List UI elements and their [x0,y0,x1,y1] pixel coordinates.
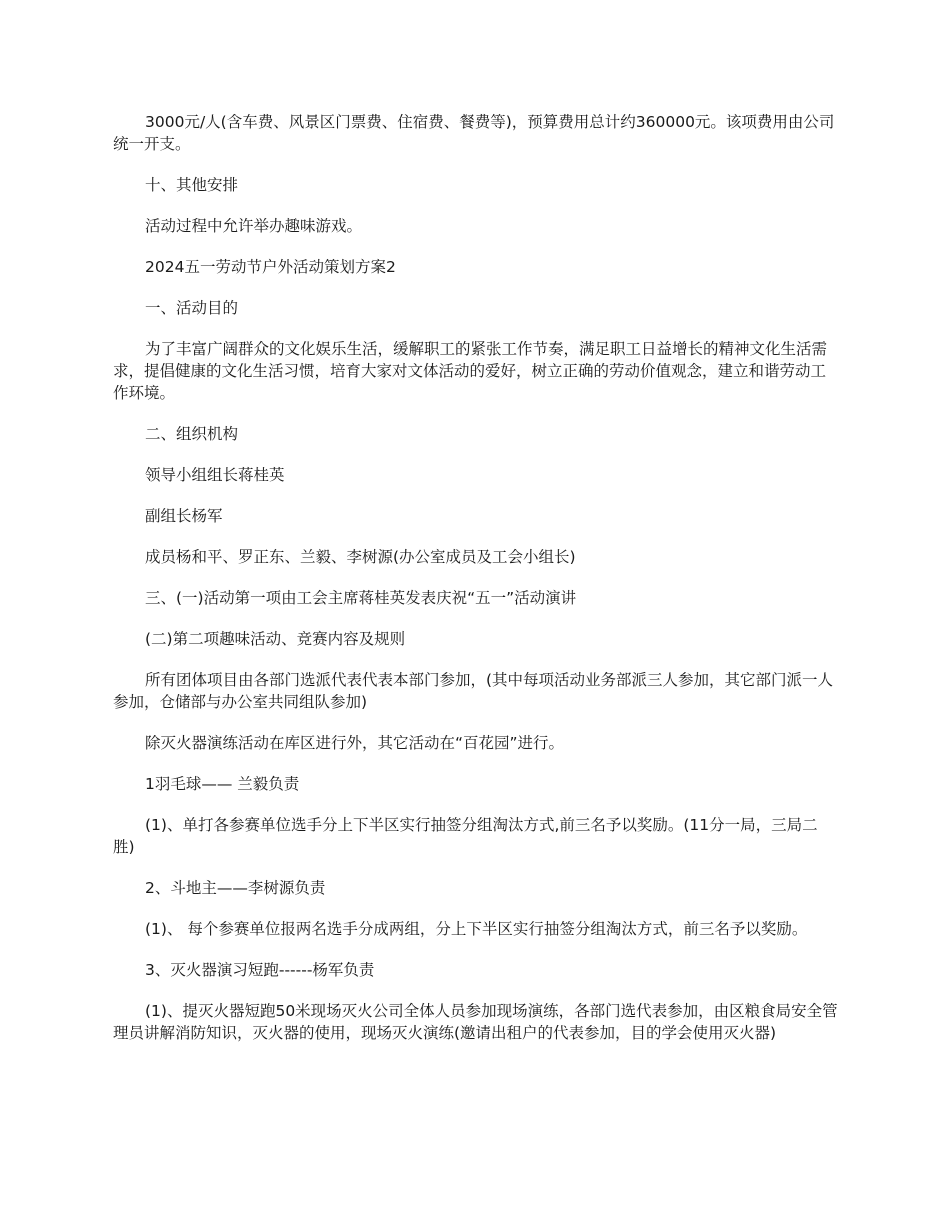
document-body [113,111,839,1063]
heading-other-arrangements: 十、其他安排 [145,176,239,194]
paragraph-purpose-text: 为了丰富广阔群众的文化娱乐生活，缓解职工的紧张工作节奏，满足职工日益增长的精神文化生活需求，提倡健康的文化生活习惯，培育大家对文体活动的爱好，树立正确的劳动价值观念，建立和谐劳动工作环境。 [113,340,828,402]
paragraph-games-allowed: 活动过程中允许举办趣味游戏。 [145,217,363,235]
paragraph-team-leader: 领导小组组长蒋桂英 [145,466,285,484]
paragraph-venue: 除灭火器演练活动在库区进行外，其它活动在“百花园”进行。 [145,734,565,752]
heading-badminton: 1羽毛球—— 兰毅负责 [145,775,300,793]
paragraph-doudizhu-rules: (1)、 每个参赛单位报两名选手分成两组，分上下半区实行抽签分组淘汰方式，前三名予以奖励。 [145,920,808,938]
paragraph-deputy-leader: 副组长杨军 [145,507,223,525]
paragraph-members: 成员杨和平、罗正东、兰毅、李树源(办公室成员及工会小组长) [145,548,576,566]
heading-activity-purpose: 一、活动目的 [145,299,239,317]
paragraph-extinguisher-rules: (1)、提灭火器短跑50米现场灭火公司全体人员参加现场演练，各部门选代表参加，由区粮食局安全管理员讲解消防知识，灭火器的使用，现场灭火演练(邀请出租户的代表参加，目的学会使用灭火器) [113,1002,838,1042]
heading-second-item-rules: (二)第二项趣味活动、竞赛内容及规则 [145,630,406,648]
heading-organization: 二、组织机构 [145,425,239,443]
paragraph-team-participation: 所有团体项目由各部门选派代表代表本部门参加，(其中每项活动业务部派三人参加，其它部门派一人参加，仓储部与办公室共同组队参加) [113,671,834,711]
paragraph-budget-cost: 3000元/人(含车费、风景区门票费、住宿费、餐费等)，预算费用总计约360000元。该项费用由公司统一开支。 [113,113,835,153]
document-title: 2024五一劳动节户外活动策划方案2 [145,258,396,276]
heading-first-item-speech: 三、(一)活动第一项由工会主席蒋桂英发表庆祝“五一”活动演讲 [145,589,577,607]
paragraph-badminton-rules: (1)、单打各参赛单位选手分上下半区实行抽签分组淘汰方式,前三名予以奖励。(11分一局，三局二胜) [113,816,818,856]
heading-doudizhu: 2、斗地主——李树源负责 [145,879,326,897]
heading-extinguisher-run: 3、灭火器演习短跑------杨军负责 [145,961,375,979]
